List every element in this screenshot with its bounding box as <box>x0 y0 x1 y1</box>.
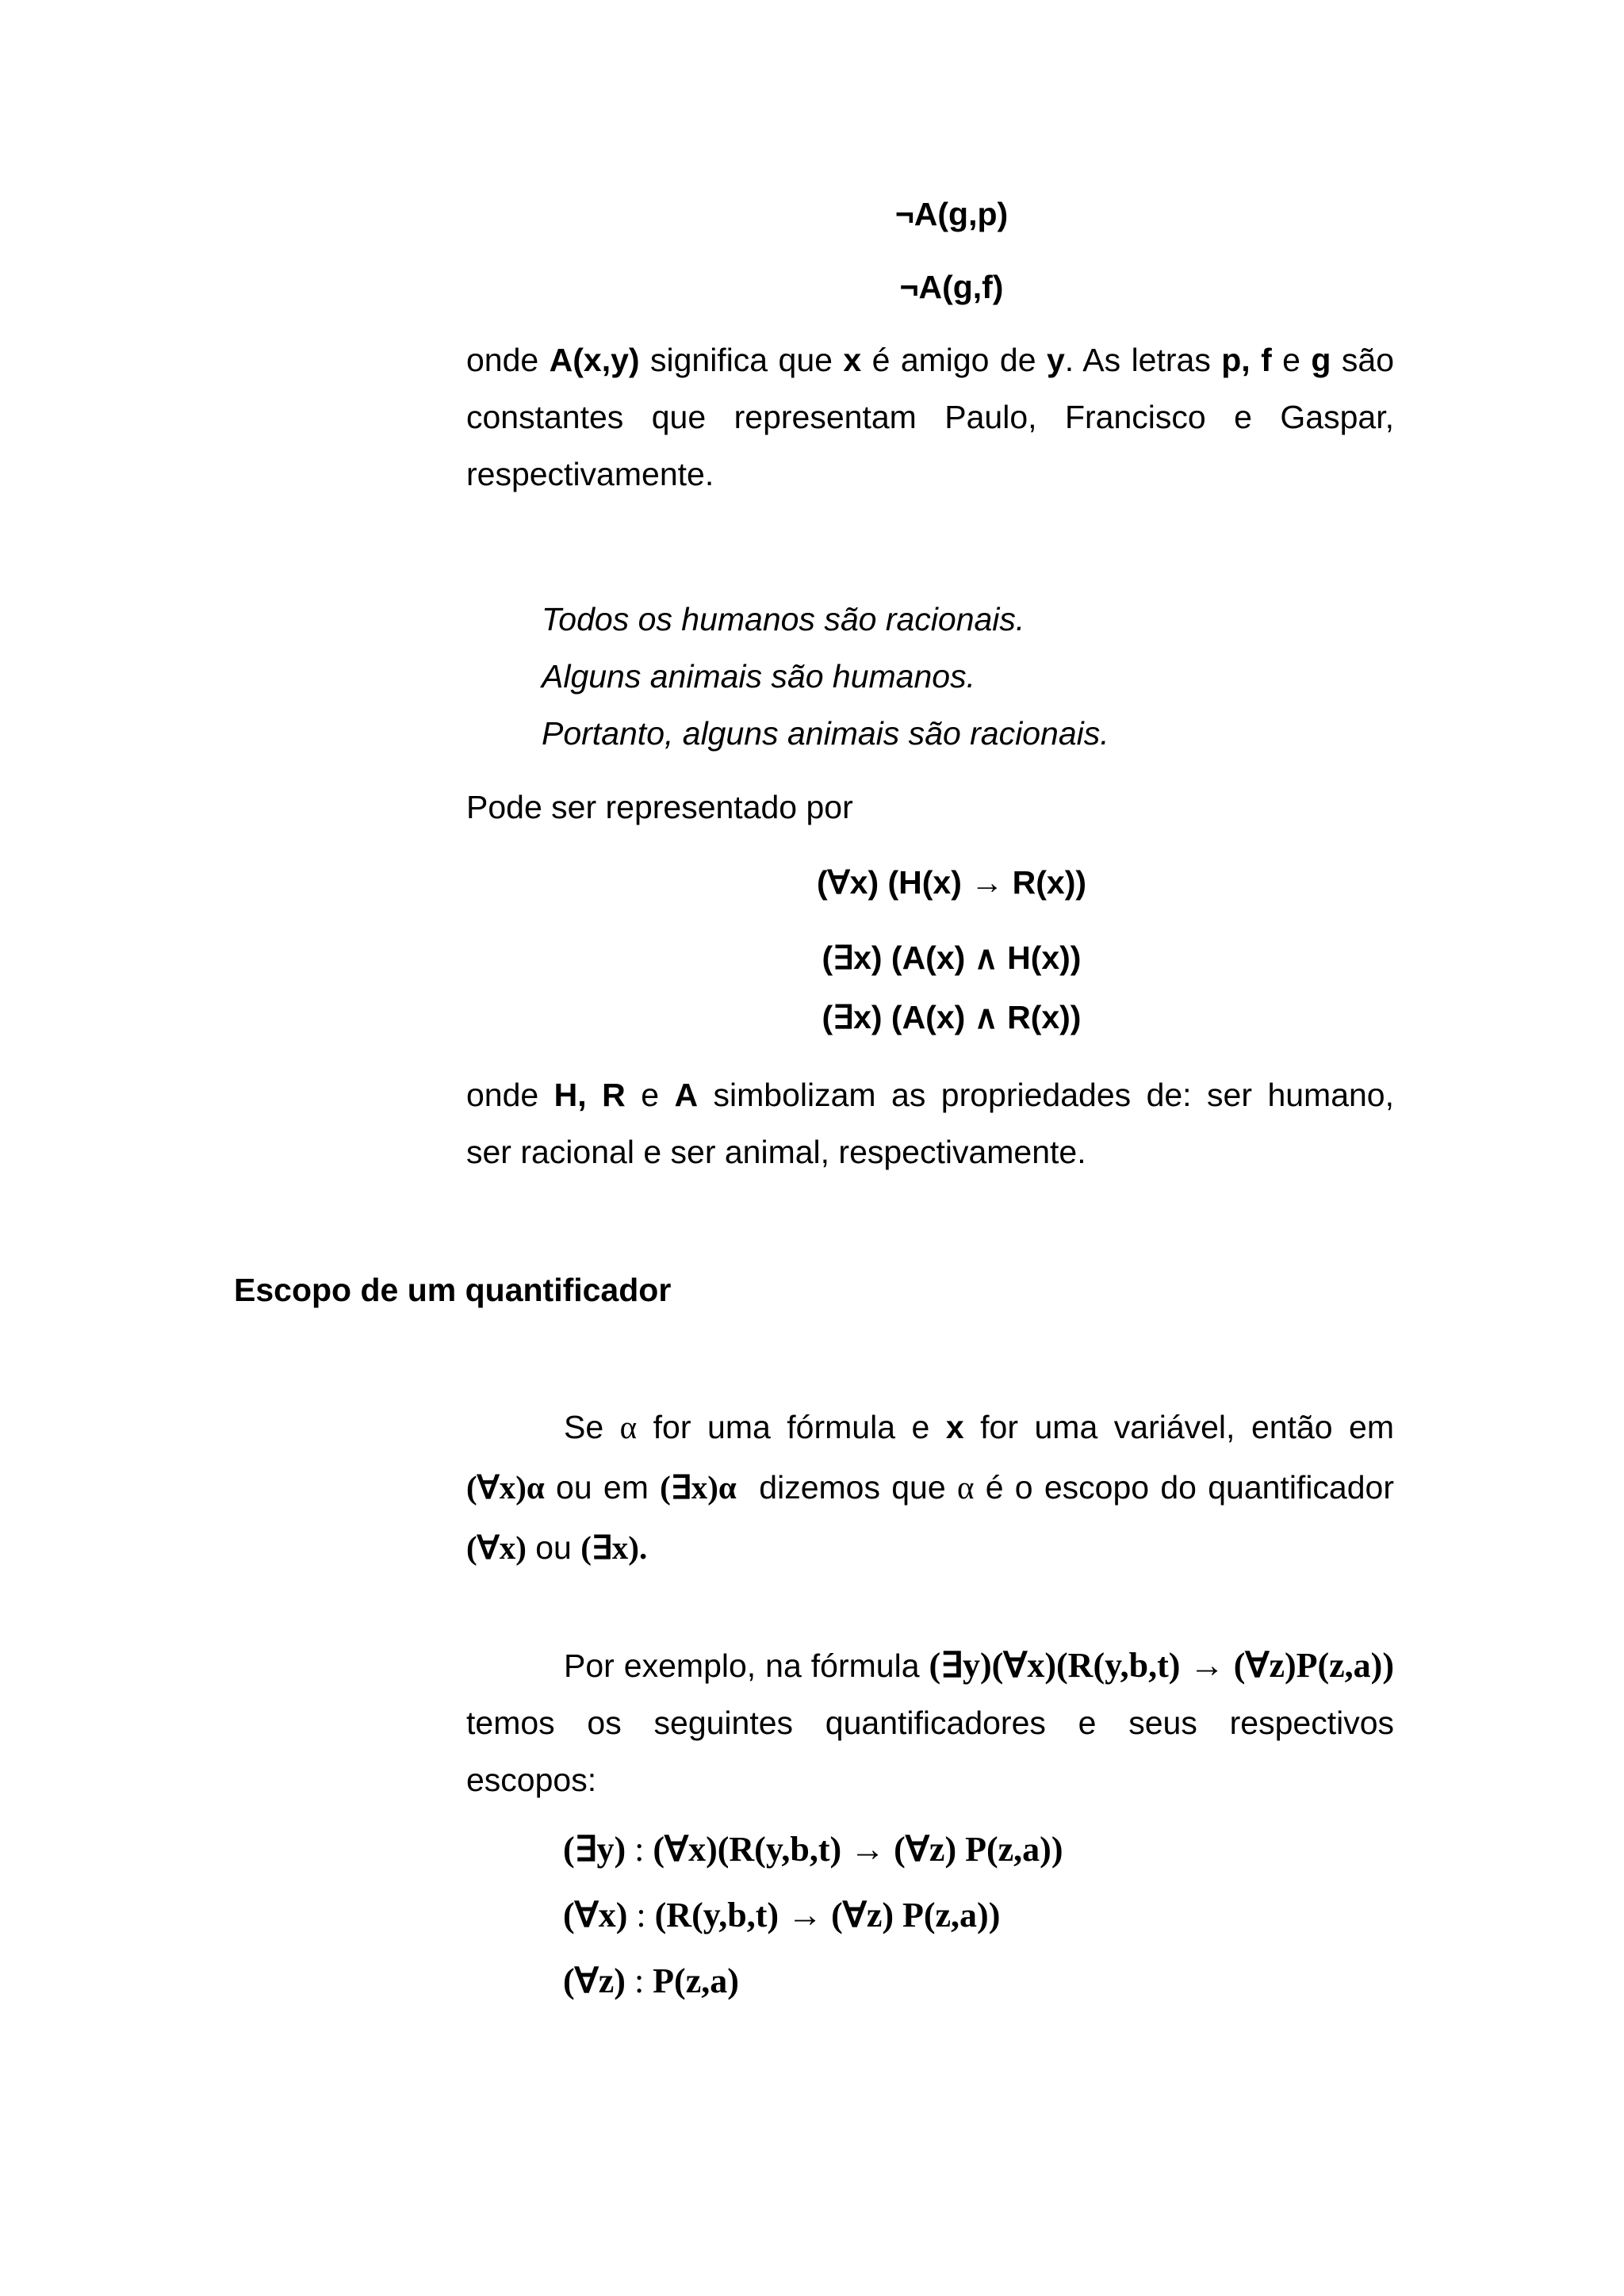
paragraph-scope-definition <box>466 1397 1394 1578</box>
paragraph-line: onde H, R e A simbolizam as propriedades de: ser humano, <box>466 1077 1395 1113</box>
represented-by-text: Pode ser representado por <box>466 789 853 825</box>
paragraph-line: constantes que representam Paulo, Francisco e Gaspar, <box>466 399 1394 435</box>
syllogism-premise-2: Alguns animais são humanos. <box>542 658 975 695</box>
syllogism-premise-1: Todos os humanos são racionais. <box>542 601 1025 637</box>
syllogism-block <box>542 591 1109 762</box>
paragraph-example <box>466 1637 1394 1808</box>
scopes-list <box>563 1826 1063 2005</box>
scope-item-forall-z: (∀z) : P(z,a) <box>563 1961 739 2000</box>
paragraph-line: ser racional e ser animal, respectivamente. <box>466 1134 1086 1170</box>
paragraph-line: escopos: <box>466 1762 597 1798</box>
paragraph-line: Se α for uma fórmula e x for uma variável, então em <box>564 1409 1395 1445</box>
formula-not-a-g-f: ¬A(g,f) <box>899 269 1004 305</box>
paragraph-line: (∀x) ou (∃x). <box>466 1529 648 1566</box>
formula-existential-premise: (∃x) (A(x) ∧ H(x)) <box>822 939 1082 976</box>
syllogism-conclusion: Portanto, alguns animais são racionais. <box>542 715 1109 752</box>
paragraph-line: temos os seguintes quantificadores e seus respectivos <box>466 1705 1394 1741</box>
formula-not-a-g-p: ¬A(g,p) <box>894 196 1009 232</box>
paragraph-line: (∀x)α ou em (∃x)α dizemos que α é o escopo do quantificador <box>466 1469 1394 1506</box>
paragraph-friendship-definition <box>466 331 1394 503</box>
paragraph-line: Por exemplo, na fórmula (∃y)(∀x)(R(y,b,t) → (∀z)P(z,a)) <box>564 1646 1394 1685</box>
section-heading: Escopo de um quantificador <box>234 1272 672 1308</box>
scope-item-forall-x: (∀x) : (R(y,b,t) → (∀z) P(z,a)) <box>563 1896 1001 1934</box>
scope-item-exists-y: (∃y) : (∀x)(R(y,b,t) → (∀z) P(z,a)) <box>563 1830 1063 1869</box>
paragraph-line: onde A(x,y) significa que x é amigo de y. As letras p, f e g são <box>466 342 1394 378</box>
formula-existential-conclusion: (∃x) (A(x) ∧ R(x)) <box>822 999 1082 1035</box>
paragraph-line: respectivamente. <box>466 456 714 492</box>
paragraph-properties-definition <box>466 1066 1394 1181</box>
formula-universal-premise: (∀x) (H(x) → R(x)) <box>816 864 1087 901</box>
